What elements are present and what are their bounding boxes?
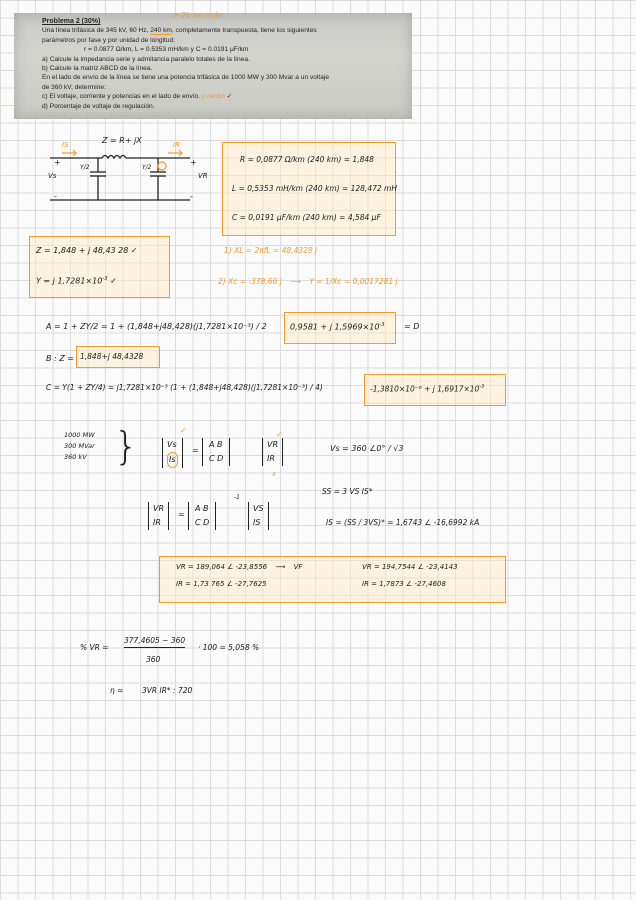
matrix1-mid-0: A B — [209, 440, 223, 449]
xl-text: 1) XL = 2πfL = 48,4328 j — [224, 246, 318, 255]
xl-calc — [224, 246, 317, 255]
params-l: L = 0,5353 mH/km (240 km) = 128,472 mH — [232, 184, 397, 193]
matrix1-left-1: Is — [167, 452, 178, 468]
circuit-y2-right: Y/2 — [142, 164, 152, 171]
problem-item-c-row — [42, 92, 404, 101]
ss-equation: SS = 3 VS IS* — [322, 487, 373, 496]
is-equation: IS = (SS / 3VS)* = 1,6743 ∠ -16,6992 kA — [326, 518, 480, 527]
problem-params: r = 0.0877 Ω/km, L = 0.5353 mH/km y C = 0.0191 μF/km — [84, 46, 249, 54]
circuit-ir-label: IR — [173, 141, 180, 149]
a-result-exp: -3 — [379, 322, 385, 328]
reg-denominator: 360 — [146, 655, 161, 664]
problem-send-line-2: de 360 kV, determine: — [42, 83, 106, 91]
c-equation: C = Y(1 + ZY/4) = j1,7281×10⁻³ (1 + (1,848+j48,428)(j1,7281×10⁻³) / 4) — [46, 383, 323, 392]
check-mark-icon: ✓ — [110, 276, 117, 286]
circuit-vs-label: Vs — [48, 172, 57, 180]
a-equals-d: = D — [404, 322, 420, 331]
circuit-z-label: Z = R+ jX — [102, 136, 142, 145]
problem-line-1-pre: Una línea trifásica de 345 kV, 60 Hz, — [42, 27, 151, 35]
circuit-vr-label: VR — [198, 172, 208, 180]
xc-pre: 2) Xc = -378,66 j — [218, 277, 282, 286]
results-ir: IR = 1,73 765 ∠ -27,7625 — [176, 580, 267, 588]
params-r: R = 0,0877 Ω/km (240 km) = 1,848 — [240, 155, 374, 164]
matrix1-left — [162, 438, 183, 468]
c-result — [370, 384, 484, 394]
results-ir2: IR = 1,7873 ∠ -27,4608 — [362, 580, 446, 588]
results-vr — [176, 563, 302, 571]
matrix1-mid — [202, 438, 230, 466]
matrix2-right-1: IS — [253, 518, 261, 527]
circuit-plus-right: + — [190, 158, 197, 167]
matrix1-right-0: VR — [267, 440, 279, 449]
matrix2-mid-1: C D — [195, 518, 210, 527]
a-equation: A = 1 + ZY/2 = 1 + (1,848+j48,428)(j1,7281×10⁻³) / 2 — [46, 322, 267, 331]
circuit-minus-right: - — [190, 192, 193, 201]
reg-label: % VR = — [80, 643, 109, 652]
results-vf: VF — [293, 563, 303, 571]
problem-line-2: parámetros por fase y por unidad de longitud: — [42, 36, 176, 44]
matrix1-mid-1: C D — [209, 454, 224, 463]
cross-mark-icon: x — [272, 470, 277, 478]
vs-equation: Vs = 360 ∠0° / √3 — [330, 444, 404, 453]
circuit-y2-left: Y/2 — [80, 164, 90, 171]
circuit-minus-left: - — [54, 192, 57, 201]
matrix2-right — [248, 502, 269, 530]
problem-line-1 — [42, 26, 404, 35]
problem-item-b: b) Calcule la matriz ABCD de la línea. — [42, 65, 153, 73]
zy-y — [36, 276, 117, 286]
check-mark-icon: ✓ — [130, 246, 138, 255]
matrix2-right-0: VS — [253, 504, 264, 513]
matrix1-right-1: IR — [267, 454, 275, 463]
xc-calc — [218, 277, 398, 286]
given-p: 1000 MW — [64, 431, 95, 439]
given-q: 300 MVar — [64, 442, 95, 450]
problem-send-line-1: En el lado de envío de la línea se tiene una potencia trifásica de 1000 MW y 300 Mvar a un voltaje — [42, 74, 330, 82]
zy-z — [36, 246, 138, 255]
b-label: B : Z = — [46, 354, 74, 363]
check-mark-icon: ✓ — [226, 93, 233, 101]
circuit-is-label: IS — [62, 141, 69, 149]
problem-title: Problema 2 (30%) — [42, 18, 101, 25]
results-vr-text: VR = 189,064 ∠ -23,8556 — [176, 563, 268, 571]
results-vr2: VR = 194,7544 ∠ -23,4143 — [362, 563, 458, 571]
matrix2-mid — [188, 502, 216, 530]
handwritten-note-c: y recibo — [201, 93, 225, 101]
check-mark-icon: ✓ — [276, 430, 283, 439]
matrix2-left-1: IR — [153, 518, 161, 527]
circuit-plus-left: + — [54, 158, 61, 167]
a-result — [290, 322, 385, 332]
problem-item-d: d) Porcentaje de voltaje de regulación. — [42, 102, 155, 110]
equals-sign: = — [192, 446, 199, 455]
handwritten-note-top: ↗ 2L no más — [172, 11, 223, 20]
given-values — [64, 430, 95, 463]
problem-line-1-post: , completamente transpuesta, tiene los siguientes — [171, 27, 317, 35]
reg-numerator: 377,4605 − 360 — [124, 636, 185, 648]
matrix1-left-0: Vs — [167, 440, 177, 449]
equals-sign: = — [178, 510, 185, 519]
reg-result: · 100 = 5,058 % — [198, 643, 260, 652]
matrix2-left-0: VR — [153, 504, 165, 513]
highlighted-length: 240 km — [150, 27, 172, 35]
given-v: 360 kV — [64, 453, 87, 461]
b-value: 1,848+j 48,4328 — [80, 352, 144, 361]
brace-icon: } — [114, 424, 139, 468]
problem-item-a: a) Calcule la impedancia serie y admitancia paralelo totales de la línea. — [42, 55, 250, 63]
matrix2-mid-0: A B — [195, 504, 209, 513]
matrix2-exp: -1 — [234, 494, 240, 501]
zy-y-exp: -3 — [102, 276, 108, 282]
arrow-right-icon: ⟶ — [275, 563, 286, 571]
problem-item-c: c) El voltaje, corriente y potencias en el lado de envío. — [42, 93, 200, 101]
matrix2-left — [148, 502, 169, 530]
params-c: C = 0,0191 μF/km (240 km) = 4,584 μF — [232, 213, 381, 222]
zy-y-text: Y = j 1,7281×10 — [36, 276, 103, 286]
eff-value: 3VR IR* : 720 — [142, 686, 193, 695]
check-mark-icon: ✓ — [180, 426, 187, 435]
c-result-text: -1,3810×10⁻⁶ + j 1,6917×10 — [370, 384, 480, 394]
eff-label: η = — [110, 686, 124, 695]
a-result-text: 0,9581 + j 1,5969×10 — [290, 322, 380, 332]
c-result-exp: -3 — [479, 384, 485, 390]
problem-statement-photo — [14, 13, 412, 119]
xc-post: Y = 1/Xc = 0,0017281 j — [309, 277, 398, 286]
arrow-right-icon: ⟶ — [290, 277, 301, 286]
matrix1-right — [262, 438, 283, 466]
zy-z-text: Z = 1,848 + j 48,43 28 — [36, 246, 129, 255]
